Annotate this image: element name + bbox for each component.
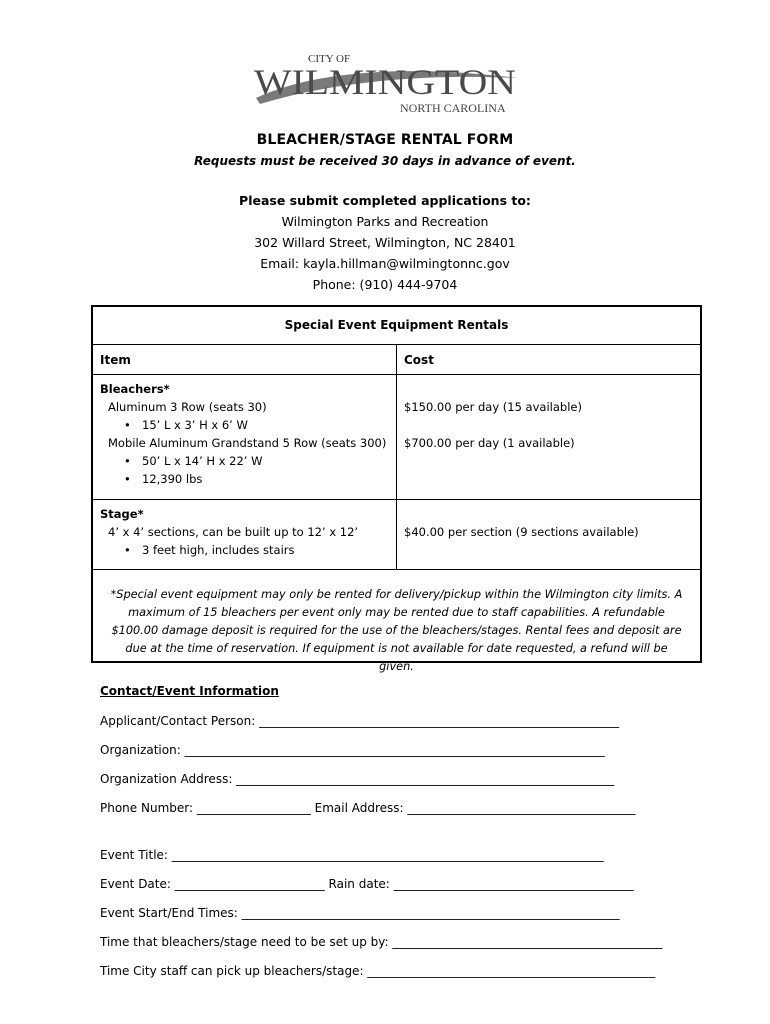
phone-email-field[interactable]: Phone Number: ___________________ Email Address: ______________________________________: [100, 801, 636, 815]
stage-cost: $40.00 per section (9 sections available): [404, 525, 639, 539]
logo-city-of: CITY OF: [308, 53, 351, 65]
submit-email: Email: kayla.hillman@wilmingtonnc.gov: [260, 256, 510, 271]
city-logo: [250, 48, 522, 118]
applicant-field[interactable]: Applicant/Contact Person: ____________________________________________________________: [100, 714, 620, 728]
org-address-field[interactable]: Organization Address: _______________________________________________________________: [100, 772, 615, 786]
stage-label: Stage*: [100, 507, 144, 521]
bleachers-line2-bullet2: • 12,390 lbs: [100, 470, 394, 488]
event-title-field[interactable]: Event Title: ________________________________________________________________________: [100, 848, 604, 862]
submit-heading: Please submit completed applications to:: [239, 193, 531, 208]
stage-line1: 4’ x 4’ sections, can be built up to 12’ x 12’: [108, 525, 359, 539]
bleachers-cost: [404, 375, 694, 452]
event-date-field[interactable]: Event Date: _________________________ Rain date: ________________________________________: [100, 877, 634, 891]
contact-heading: Contact/Event Information: [100, 684, 279, 698]
col-cost-header: Cost: [404, 353, 434, 367]
logo-name: WILMINGTON: [254, 62, 516, 102]
bleachers-cost2: $700.00 per day (1 available): [404, 436, 575, 450]
bleachers-line1: Aluminum 3 Row (seats 30): [108, 400, 267, 414]
stage-item: [100, 500, 394, 559]
bleachers-cost1: $150.00 per day (15 available): [404, 400, 582, 414]
setup-time-field[interactable]: Time that bleachers/stage need to be set up by: _____________________________________________: [100, 935, 663, 949]
submit-address: 302 Willard Street, Wilmington, NC 28401: [254, 235, 516, 250]
contact-section: [100, 684, 279, 698]
wilmington-logo-icon: [250, 48, 522, 118]
submit-phone: Phone: (910) 444-9704: [312, 277, 458, 292]
rental-note: *Special event equipment may only be rented for delivery/pickup within the Wilmington city limits. A maximum of 15 bleachers per event only may be rented due to staff capabilities. A refundable $100.00 damage deposit is required for the use of the bleachers/stages. Rental fees and deposit are due at the time of reservation. If equipment is not available for date requested, a refund will be given.: [110, 588, 683, 673]
bleachers-label: Bleachers*: [100, 382, 170, 396]
rental-table: [91, 305, 702, 673]
form-title: BLEACHER/STAGE RENTAL FORM: [256, 132, 514, 148]
bleachers-line1-bullet: • 15’ L x 3’ H x 6’ W: [100, 416, 394, 434]
bleachers-line2-bullet1: • 50’ L x 14’ H x 22’ W: [100, 452, 394, 470]
event-times-field[interactable]: Event Start/End Times: _______________________________________________________________: [100, 906, 620, 920]
pickup-time-field[interactable]: Time City staff can pick up bleachers/stage: ________________________________________________: [100, 964, 656, 978]
organization-field[interactable]: Organization: ______________________________________________________________________: [100, 743, 605, 757]
col-item-header: Item: [100, 353, 131, 367]
table-column-divider: [396, 345, 397, 570]
form-subtitle: Requests must be received 30 days in advance of event.: [194, 154, 576, 168]
stage-cost-cell: [404, 500, 694, 541]
submission-address: [0, 190, 770, 295]
bleachers-line2: Mobile Aluminum Grandstand 5 Row (seats 300): [108, 436, 387, 450]
table-title: Special Event Equipment Rentals: [93, 307, 700, 345]
bleachers-item: [100, 375, 394, 488]
submit-org: Wilmington Parks and Recreation: [281, 214, 489, 229]
logo-state: NORTH CAROLINA: [400, 101, 506, 115]
stage-line1-bullet: • 3 feet high, includes stairs: [100, 541, 394, 559]
